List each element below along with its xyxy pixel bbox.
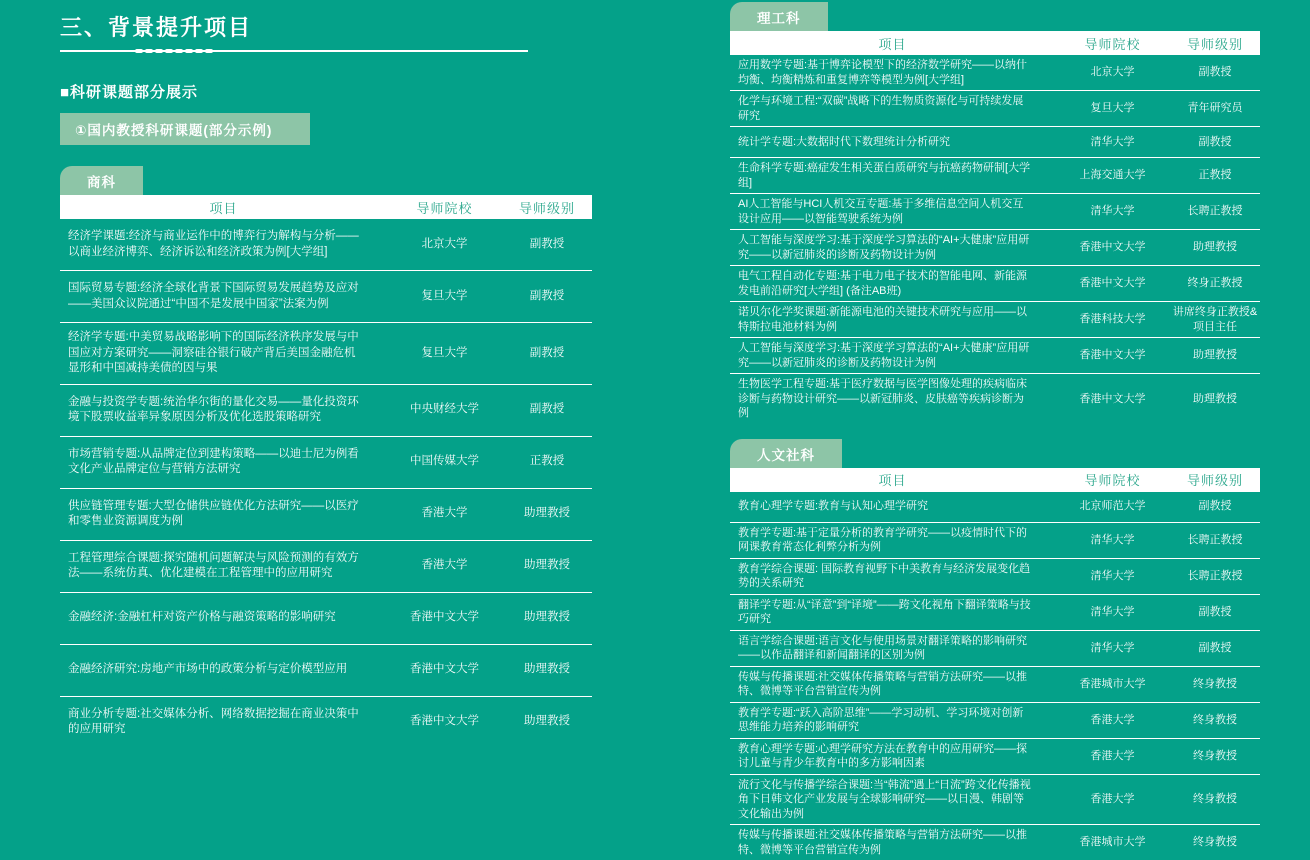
cell-project: 金融与投资学专题:统治华尔街的量化交易——量化投资环境下股票收益率异象原因分析及优化选股策略研究	[60, 395, 387, 426]
cell-school: 香港科技大学	[1055, 312, 1170, 327]
cell-level: 青年研究员	[1170, 101, 1260, 116]
table-row	[60, 696, 592, 748]
table-row	[60, 592, 592, 644]
column-header-project: 项目	[730, 34, 1055, 53]
cell-level: 副教授	[1170, 605, 1260, 620]
table-row	[60, 488, 592, 540]
cell-level: 正教授	[1170, 168, 1260, 183]
cell-project: 教育学专题:“跃入高阶思维”——学习动机、学习环境对创新思维能力培养的影响研究	[730, 706, 1055, 735]
cell-school: 香港大学	[1055, 713, 1170, 728]
cell-level: 终身教授	[1170, 677, 1260, 692]
cell-school: 清华大学	[1055, 641, 1170, 656]
cell-school: 香港大学	[1055, 749, 1170, 764]
cell-project: 国际贸易专题:经济全球化背景下国际贸易发展趋势及应对——美国众议院通过“中国不是发展中国家”法案为例	[60, 281, 387, 312]
column-header-school: 导师院校	[387, 198, 502, 217]
table-row	[60, 384, 592, 436]
cell-project: 翻译学专题:从“译意”到“译境”——跨文化视角下翻译策略与技巧研究	[730, 598, 1055, 627]
tab-humanities: 人文社科	[730, 439, 842, 468]
cell-project: 人工智能与深度学习:基于深度学习算法的“AI+大健康”应用研究——以新冠肺炎的诊断及药物设计为例	[730, 341, 1055, 370]
table-row	[730, 193, 1260, 229]
cell-school: 香港中文大学	[387, 662, 502, 678]
cell-school: 北京大学	[1055, 65, 1170, 80]
cell-project: 传媒与传播课题:社交媒体传播策略与营销方法研究——以推特、微博等平台营销宣传为例	[730, 670, 1055, 699]
cell-project: 人工智能与深度学习:基于深度学习算法的“AI+大健康”应用研究——以新冠肺炎的诊断及药物设计为例	[730, 233, 1055, 262]
table-row	[730, 774, 1260, 825]
cell-project: 金融经济研究:房地产市场中的政策分析与定价模型应用	[60, 662, 387, 678]
cell-level: 助理教授	[502, 506, 592, 522]
table-body	[60, 219, 592, 748]
cell-level: 终身正教授	[1170, 276, 1260, 291]
column-header-level: 导师级别	[1170, 34, 1260, 53]
cell-school: 清华大学	[1055, 533, 1170, 548]
table-business	[60, 166, 592, 748]
cell-school: 香港中文大学	[1055, 392, 1170, 407]
cell-level: 正教授	[502, 454, 592, 470]
cell-project: 教育心理学专题:心理学研究方法在教育中的应用研究——探讨儿童与青少年教育中的多方影响因素	[730, 742, 1055, 771]
cell-level: 副教授	[1170, 499, 1260, 514]
table-row	[60, 540, 592, 592]
cell-project: 语言学综合课题:语言文化与使用场景对翻译策略的影响研究——以作品翻译和新闻翻译的区别为例	[730, 634, 1055, 663]
cell-level: 助理教授	[1170, 240, 1260, 255]
rule-line	[60, 50, 528, 52]
cell-level: 长聘正教授	[1170, 533, 1260, 548]
table-row	[730, 126, 1260, 157]
table-row	[730, 492, 1260, 522]
cell-level: 助理教授	[1170, 392, 1260, 407]
cell-project: 教育心理学专题:教育与认知心理学研究	[730, 499, 1055, 514]
cell-school: 复旦大学	[387, 289, 502, 305]
cell-school: 清华大学	[1055, 605, 1170, 620]
cell-project: 化学与环境工程:“双碳”战略下的生物质资源化与可持续发展研究	[730, 94, 1055, 123]
table-row	[60, 322, 592, 384]
cell-project: 流行文化与传播学综合课题:当“韩流”遇上“日流”跨文化传播视角下日韩文化产业发展与全球影响研究——以日漫、韩剧等文化输出为例	[730, 778, 1055, 822]
cell-school: 香港中文大学	[1055, 240, 1170, 255]
table-row	[730, 558, 1260, 594]
table-row	[730, 337, 1260, 373]
column-header-project: 项目	[730, 470, 1055, 489]
cell-level: 副教授	[502, 289, 592, 305]
domestic-professor-badge: ①国内教授科研课题(部分示例)	[60, 113, 310, 145]
column-header-level: 导师级别	[1170, 470, 1260, 489]
table-row	[60, 644, 592, 696]
cell-school: 清华大学	[1055, 204, 1170, 219]
cell-level: 讲席终身正教授&项目主任	[1170, 305, 1260, 334]
cell-project: 诺贝尔化学奖课题:新能源电池的关键技术研究与应用——以特斯拉电池材料为例	[730, 305, 1055, 334]
cell-project: 生命科学专题:癌症发生相关蛋白质研究与抗癌药物研制[大学组]	[730, 161, 1055, 190]
cell-school: 香港中文大学	[1055, 276, 1170, 291]
table-row	[730, 157, 1260, 193]
cell-level: 副教授	[502, 237, 592, 253]
table-row	[60, 270, 592, 322]
table-row	[730, 702, 1260, 738]
cell-project: 生物医学工程专题:基于医疗数据与医学图像处理的疾病临床诊断与药物设计研究——以新冠肺炎、皮肤癌等疾病诊断为例	[730, 377, 1055, 421]
cell-level: 终身教授	[1170, 792, 1260, 807]
cell-level: 副教授	[1170, 641, 1260, 656]
cell-school: 香港中文大学	[387, 610, 502, 626]
table-row	[730, 55, 1260, 90]
table-row	[730, 90, 1260, 126]
cell-project: 市场营销专题:从品牌定位到建构策略——以迪士尼为例看文化产业品牌定位与营销方法研究	[60, 447, 387, 478]
cell-level: 助理教授	[1170, 348, 1260, 363]
cell-school: 香港大学	[1055, 792, 1170, 807]
cell-project: 金融经济:金融杠杆对资产价格与融资策略的影响研究	[60, 610, 387, 626]
table-row	[60, 436, 592, 488]
table-stem	[730, 2, 1260, 424]
cell-school: 复旦大学	[387, 346, 502, 362]
table-row	[730, 229, 1260, 265]
table-row	[730, 738, 1260, 774]
cell-level: 助理教授	[502, 610, 592, 626]
dashes-decoration	[135, 49, 213, 54]
cell-level: 终身教授	[1170, 713, 1260, 728]
cell-school: 中央财经大学	[387, 402, 502, 418]
left-column	[60, 14, 592, 748]
cell-project: 经济学课题:经济与商业运作中的博弈行为解构与分析——以商业经济博弈、经济诉讼和经济政策为例[大学组]	[60, 229, 387, 260]
table-row	[60, 219, 592, 270]
section-heading: ■科研课题部分展示	[60, 81, 592, 102]
cell-school: 上海交通大学	[1055, 168, 1170, 183]
table-row	[730, 522, 1260, 558]
cell-school: 北京大学	[387, 237, 502, 253]
title-underline-decoration	[60, 48, 528, 54]
right-column	[730, 2, 1260, 860]
table-header	[730, 31, 1260, 55]
page-title: 三、背景提升项目	[60, 14, 592, 42]
table-header	[60, 195, 592, 219]
table-row	[730, 666, 1260, 702]
table-row	[730, 824, 1260, 860]
table-row	[730, 373, 1260, 424]
cell-project: 教育学专题:基于定量分析的教育学研究——以疫情时代下的网课教育常态化利弊分析为例	[730, 526, 1055, 555]
cell-level: 终身教授	[1170, 835, 1260, 850]
cell-level: 长聘正教授	[1170, 569, 1260, 584]
cell-project: 统计学专题:大数据时代下数理统计分析研究	[730, 135, 1055, 150]
cell-school: 香港城市大学	[1055, 835, 1170, 850]
cell-school: 香港中文大学	[387, 714, 502, 730]
cell-project: AI人工智能与HCI人机交互专题:基于多维信息空间人机交互设计应用——以智能驾驶系统为例	[730, 197, 1055, 226]
cell-level: 终身教授	[1170, 749, 1260, 764]
table-humanities	[730, 439, 1260, 860]
cell-level: 副教授	[502, 402, 592, 418]
cell-level: 助理教授	[502, 714, 592, 730]
cell-project: 工程管理综合课题:探究随机问题解决与风险预测的有效方法——系统仿真、优化建模在工程管理中的应用研究	[60, 551, 387, 582]
column-header-school: 导师院校	[1055, 34, 1170, 53]
cell-project: 供应链管理专题:大型仓储供应链优化方法研究——以医疗和零售业资源调度为例	[60, 499, 387, 530]
table-row	[730, 630, 1260, 666]
cell-school: 北京师范大学	[1055, 499, 1170, 514]
cell-level: 副教授	[1170, 135, 1260, 150]
table-body	[730, 492, 1260, 860]
cell-level: 副教授	[1170, 65, 1260, 80]
cell-school: 香港大学	[387, 506, 502, 522]
table-row	[730, 301, 1260, 337]
cell-school: 清华大学	[1055, 569, 1170, 584]
cell-level: 助理教授	[502, 662, 592, 678]
cell-project: 应用数学专题:基于博弈论模型下的经济数学研究——以纳什均衡、均衡精炼和重复博弈等模型为例[大学组]	[730, 58, 1055, 87]
cell-project: 经济学专题:中美贸易战略影响下的国际经济秩序发展与中国应对方案研究——洞察硅谷银行破产背后美国金融危机显形和中国减持美债的因与果	[60, 330, 387, 377]
tab-stem: 理工科	[730, 2, 828, 31]
table-row	[730, 265, 1260, 301]
column-header-school: 导师院校	[1055, 470, 1170, 489]
tab-business: 商科	[60, 166, 143, 195]
cell-project: 传媒与传播课题:社交媒体传播策略与营销方法研究——以推特、微博等平台营销宣传为例	[730, 828, 1055, 857]
table-body	[730, 55, 1260, 424]
table-row	[730, 594, 1260, 630]
cell-level: 长聘正教授	[1170, 204, 1260, 219]
cell-school: 中国传媒大学	[387, 454, 502, 470]
cell-project: 教育学综合课题: 国际教育视野下中美教育与经济发展变化趋势的关系研究	[730, 562, 1055, 591]
cell-level: 副教授	[502, 346, 592, 362]
cell-school: 香港大学	[387, 558, 502, 574]
cell-level: 助理教授	[502, 558, 592, 574]
cell-project: 商业分析专题:社交媒体分析、网络数据挖掘在商业决策中的应用研究	[60, 707, 387, 738]
cell-school: 复旦大学	[1055, 101, 1170, 116]
table-header	[730, 468, 1260, 492]
cell-project: 电气工程自动化专题:基于电力电子技术的智能电网、新能源发电前沿研究[大学组] (备注AB班)	[730, 269, 1055, 298]
cell-school: 香港城市大学	[1055, 677, 1170, 692]
column-header-level: 导师级别	[502, 198, 592, 217]
cell-school: 香港中文大学	[1055, 348, 1170, 363]
column-header-project: 项目	[60, 198, 387, 217]
cell-school: 清华大学	[1055, 135, 1170, 150]
